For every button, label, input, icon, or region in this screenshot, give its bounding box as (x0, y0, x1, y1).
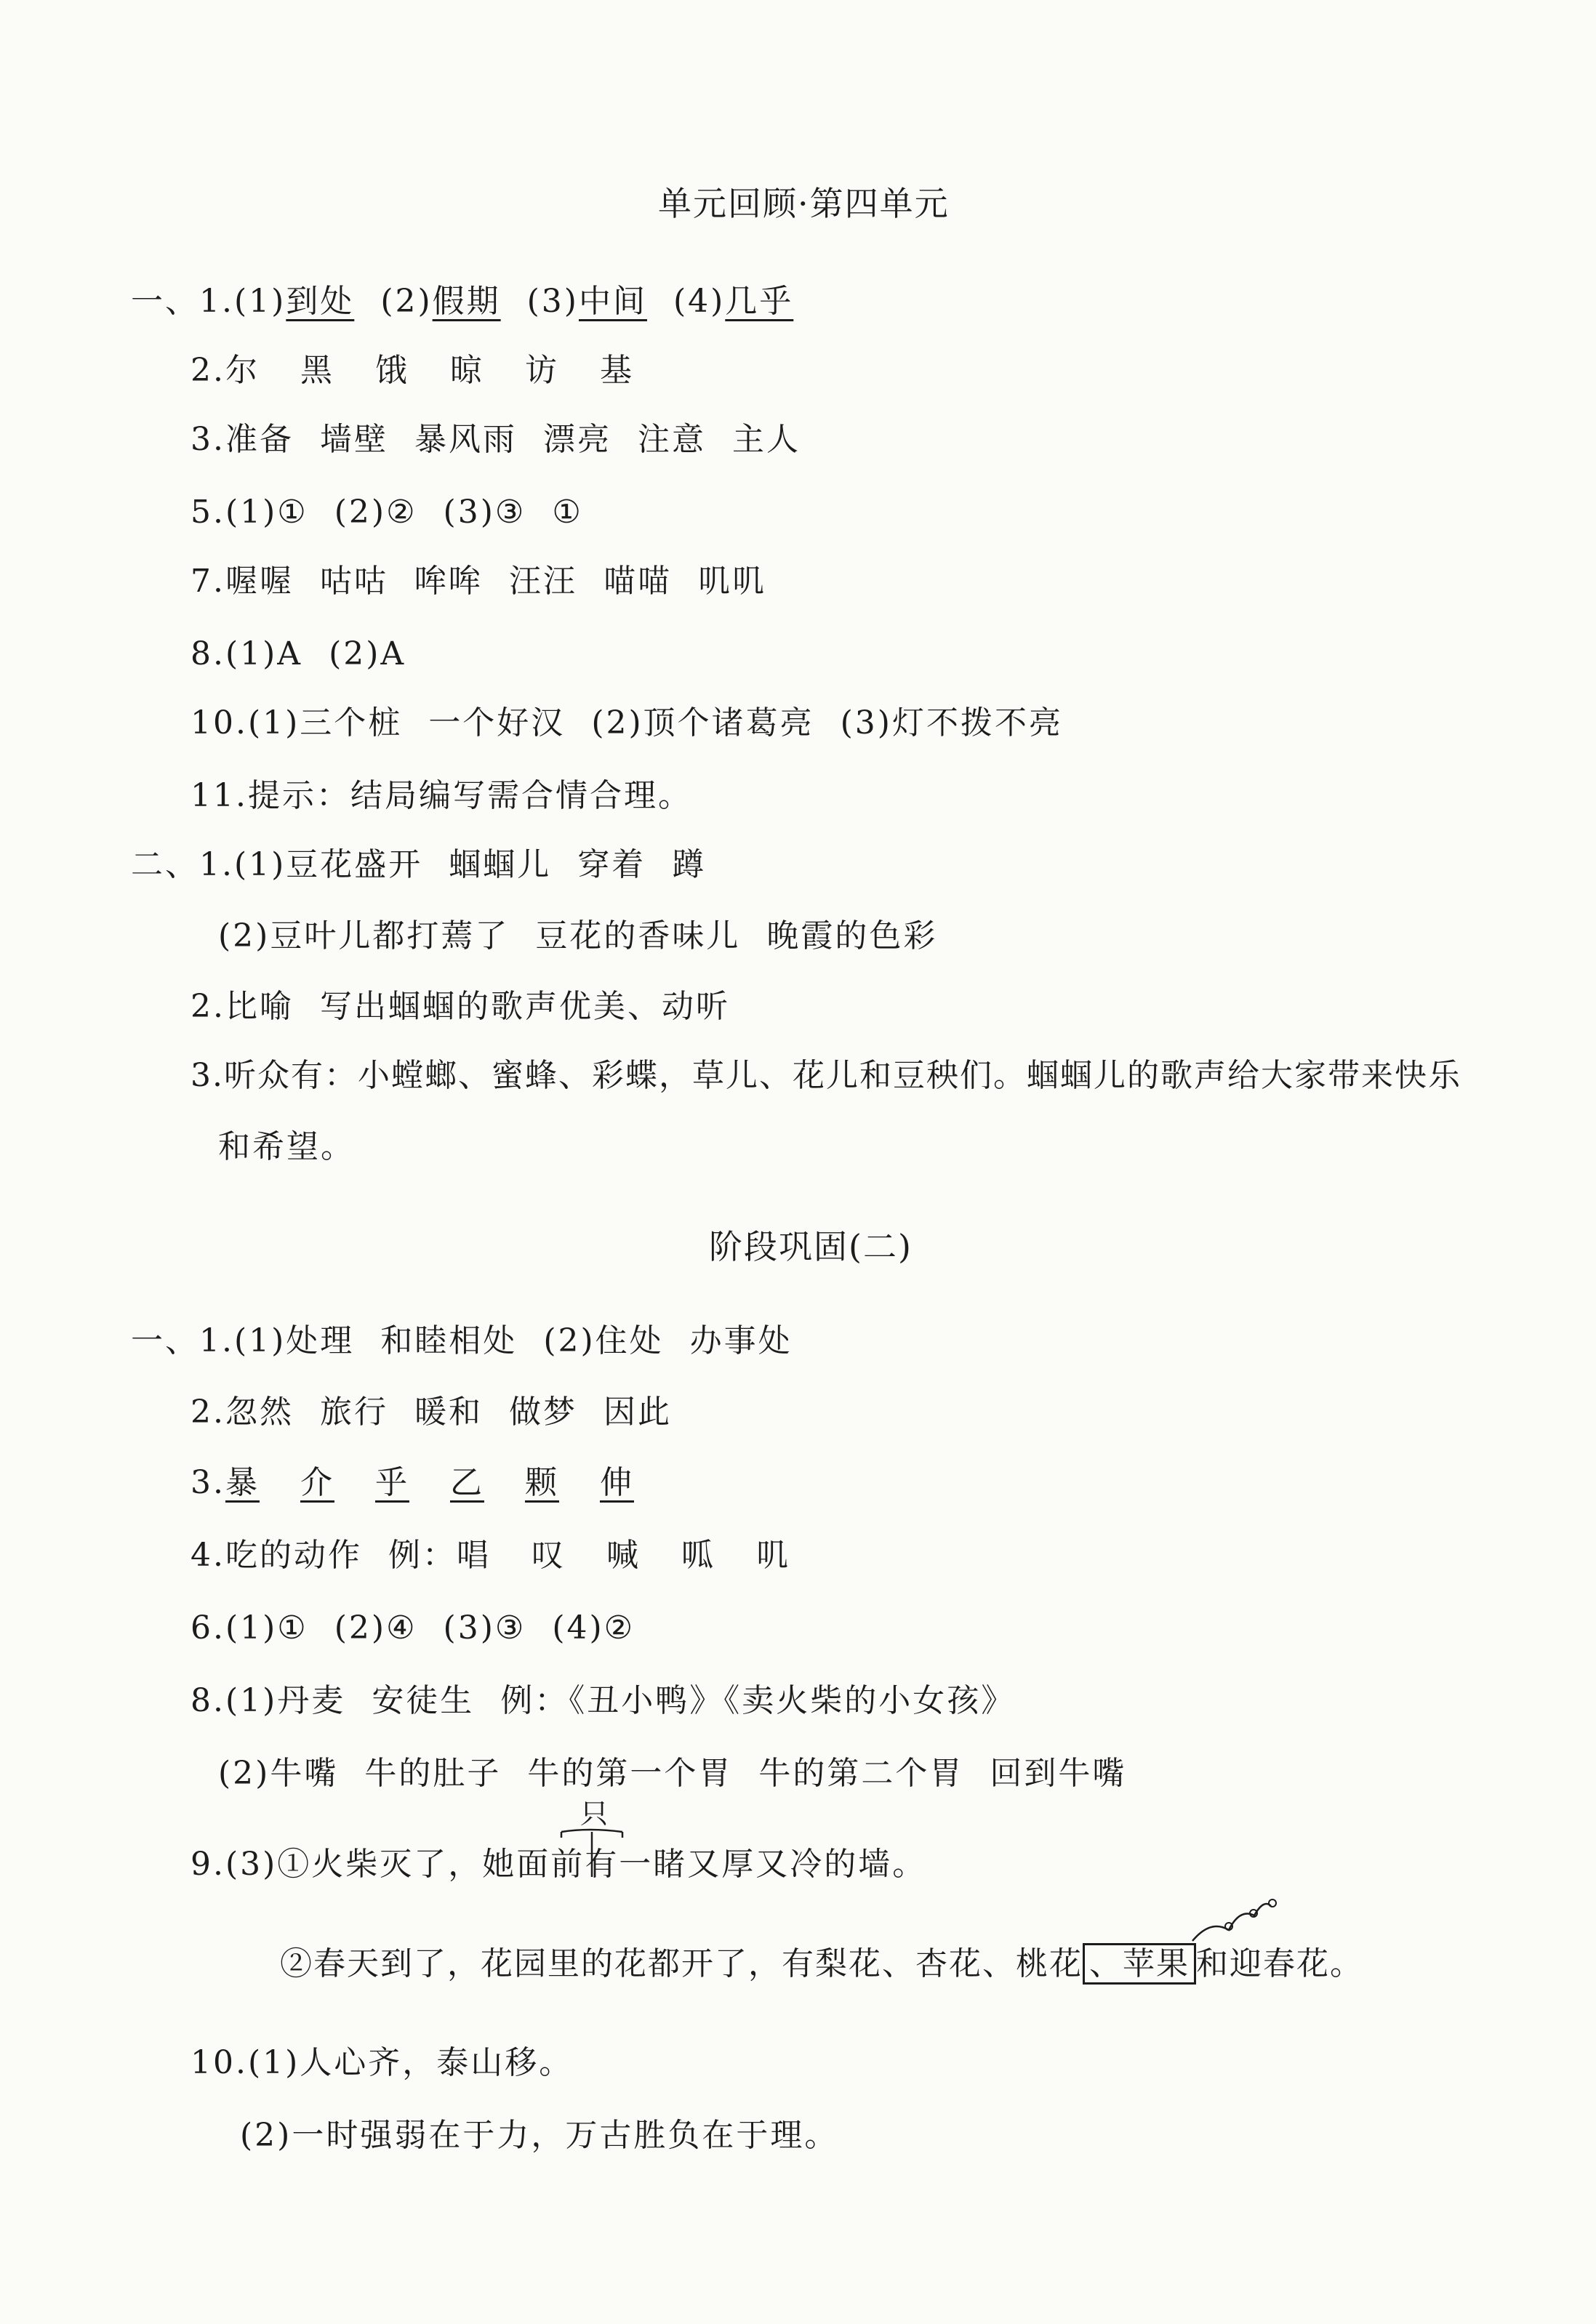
answer-line: 一、1.(1)处理 和睦相处 (2)住处 办事处 (131, 1322, 793, 1359)
answer-line: 11.提示：结局编写需合情合理。 (191, 777, 692, 814)
answer-line: 一、1.(1)到处 (2)假期 (3)中间 (4)几乎 (131, 283, 794, 320)
answer-line: 二、1.(1)豆花盛开 蝈蝈儿 穿着 蹲 (131, 846, 707, 883)
insertion-text: 只 (580, 1798, 609, 1830)
answer-line: 8.(1)A (2)A (191, 635, 406, 672)
answer-line: 3.准备 墙壁 暴风雨 漂亮 注意 主人 (191, 421, 801, 458)
answer-line: 8.(1)丹麦 安徒生 例：《丑小鸭》《卖火柴的小女孩》 (191, 1682, 1016, 1719)
deleted-word-box: 、苹果 (1083, 1943, 1196, 1985)
answer-line: 5.(1)① (2)② (3)③ ① (191, 494, 583, 531)
answer-line: 9.(3)①火柴灭了，她面前有一睹又厚又冷的墙。 (191, 1846, 927, 1883)
answer-line: 3.听众有：小螳螂、蜜蜂、彩蝶，草儿、花儿和豆秧们。蝈蝈儿的歌声给大家带来快乐 (191, 1057, 1461, 1094)
answer-line: (2)一时强弱在于力，万古胜负在于理。 (240, 2117, 839, 2154)
answer-line: 4.吃的动作 例：唱 叹 喊 呱 叽 (191, 1537, 790, 1574)
answer-line-continued: 和希望。 (218, 1128, 355, 1165)
answer-line: 6.(1)① (2)④ (3)③ (4)② (191, 1609, 635, 1646)
answer-line: (2)牛嘴 牛的肚子 牛的第一个胃 牛的第二个胃 回到牛嘴 (218, 1755, 1127, 1792)
answer-line: (2)豆叶儿都打蔫了 豆花的香味儿 晚霞的色彩 (218, 917, 938, 954)
section-title: 阶段巩固(二) (709, 1227, 913, 1266)
answer-line: 2.比喻 写出蝈蝈的歌声优美、动听 (191, 988, 730, 1025)
answer-line: ②春天到了，花园里的花都开了，有梨花、杏花、桃花 、苹果 和迎春花。 (280, 1942, 1363, 1986)
deletion-mark-icon (1178, 1890, 1287, 1948)
answer-line: 2.尔 黑 饿 晾 访 基 (191, 352, 634, 389)
section-title: 单元回顾·第四单元 (658, 184, 950, 223)
answer-line: 2.忽然 旅行 暖和 做梦 因此 (191, 1394, 672, 1431)
answer-line: 10.(1)三个桩 一个好汉 (2)顶个诸葛亮 (3)灯不拨不亮 (191, 704, 1063, 741)
answer-line: 10.(1)人心齐，泰山移。 (191, 2044, 574, 2081)
answer-line: 3.暴 介 乎 乙 颗 伸 (191, 1464, 634, 1501)
answer-line: 7.喔喔 咕咕 哞哞 汪汪 喵喵 叽叽 (191, 563, 766, 600)
